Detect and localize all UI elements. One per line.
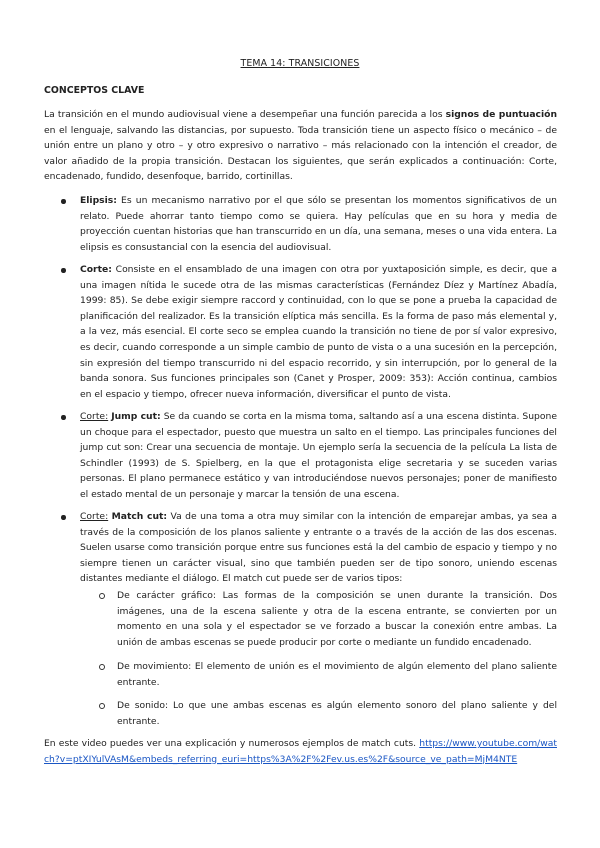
- intro-bold-term: signos de puntuación: [445, 109, 557, 120]
- subitem-text: De movimiento: El elemento de unión es el movimiento de algún elemento del plano saliente entrante.: [117, 661, 557, 688]
- circle-bullet-icon: [99, 593, 105, 599]
- page-title: TEMA 14: TRANSICIONES: [240, 58, 360, 69]
- closing-paragraph: [44, 736, 557, 767]
- subitem-sonido: [117, 698, 557, 729]
- subitem-text: De sonido: Lo que une ambas escenas es algún elemento sonoro del plano saliente y del entrante.: [117, 700, 557, 727]
- video-link[interactable]: https://www.youtube.com/watch?v=ptXIYulVAsM&embeds_referring_euri=https%3A%2F%2Fev.us.es%2F&source_ve_path=MjM4NTE: [44, 738, 557, 765]
- bullet-text: Es un mecanismo narrativo por el que sólo se presentan los momentos significativos de un relato. Puede ahorrar tanto tiempo como se quiera. Hay películas que en su hora y media de proyección cuentan historias que han transcurrido en un día, una semana, meses o una vida entera. La elipsis es consustancial con la esencia del audiovisual.: [80, 195, 557, 253]
- intro-text-1: La transición en el mundo audiovisual viene a desempeñar una función parecida a los: [44, 109, 446, 120]
- bullet-term: Jump cut:: [111, 411, 161, 422]
- bullet-elipsis: [80, 193, 557, 255]
- bullet-dot-icon: [61, 199, 66, 204]
- bullet-jump-cut: [80, 409, 557, 503]
- bullet-text: Va de una toma a otra muy similar con la intención de emparejar ambas, ya sea a través de la composición de los planos saliente y entrante o a través de la acción de las dos escenas. Suelen usarse como transición porque entre sus funciones está la del cambio de espacio y tiempo y no siempre tienen un carácter visual, sino que también pueden ser de tipo sonoro, uniendo escenas distantes mediante el diálogo. El match cut puede ser de varios tipos:: [80, 511, 557, 585]
- bullet-prefix: Corte:: [80, 511, 109, 522]
- bullet-match-cut: [80, 509, 557, 587]
- bullet-prefix: Corte:: [80, 411, 109, 422]
- intro-text-2: en el lenguaje, salvando las distancias, por supuesto. Toda transición tiene un aspecto físico o mecánico – de unión entre un plano y otro – y otro expresivo o narrativo – más relacionado con la intención el creador, de valor añadido de la propia transición. Destacan los siguientes, que serán explicados a continuación: Corte, encadenado, fundido, desenfoque, barrido, cortinillas.: [44, 124, 557, 183]
- circle-bullet-icon: [99, 703, 105, 709]
- bullet-dot-icon: [61, 268, 66, 273]
- bullet-term: Elipsis:: [80, 195, 117, 206]
- subitem-text: De carácter gráfico: Las formas de la composición se unen durante la transición. Dos imágenes, una de la escena saliente y otra de la escena entrante, se convierten por un momento en una sola y el espectador se ve forzado a buscar la conexión entre ambas. La unión de ambas escenas se puede producir por corte o mediante un fundido encadenado.: [117, 590, 557, 648]
- bullet-term: Corte:: [80, 264, 112, 275]
- bullet-text: Consiste en el ensamblado de una imagen con otra por yuxtaposición simple, es decir, que a una imagen nítida le sucede otra de las mismas características (Fernández Díez y Martínez Abadía, 1999: 85). Se debe exigir siempre raccord y continuidad, con lo que se pone a prueba la capacidad de planificación del realizador. Es la transición elíptica más sencilla. Es la forma de paso más elemental y, a la vez, más esencial. El corte seco se emplea cuando la transición no tiene de por sí valor expresivo, es decir, cuando corresponde a un simple cambio de punto de vista o a una sucesión en la percepción, sin expresión del tiempo transcurrido ni del espacio recorrido, y sin interrupción, por lo general de la banda sonora. Sus funciones principales son (Canet y Prosper, 2009: 353): Acción continua, cambios en el espacio y tiempo, ofrecer nueva información, diversificar el punto de vista.: [80, 264, 557, 400]
- bullet-term: Match cut:: [111, 511, 168, 522]
- section-heading: CONCEPTOS CLAVE: [44, 85, 145, 96]
- bullet-dot-icon: [61, 515, 66, 520]
- bullet-corte: [80, 262, 557, 402]
- subitem-movimiento: [117, 659, 557, 690]
- bullet-dot-icon: [61, 415, 66, 420]
- subitem-grafico: [117, 588, 557, 650]
- circle-bullet-icon: [99, 664, 105, 670]
- closing-text: En este video puedes ver una explicación y numerosos ejemplos de match cuts.: [44, 738, 417, 749]
- intro-paragraph: [44, 107, 557, 185]
- bullet-text: Se da cuando se corta en la misma toma, saltando así a una escena distinta. Supone un choque para el espectador, puesto que muestra un salto en el tiempo. Las principales funciones del jump cut son: Crear una secuencia de montaje. Un ejemplo sería la secuencia de la película La lista de Schindler (1993) de S. Spielberg, en la que el protagonista elige secretaria y se suceden varias personas. El plano permanece estático y van introduciéndose nuevos personajes; poner de manifiesto el estado mental de un personaje y marcar la tensión de una escena.: [80, 411, 557, 500]
